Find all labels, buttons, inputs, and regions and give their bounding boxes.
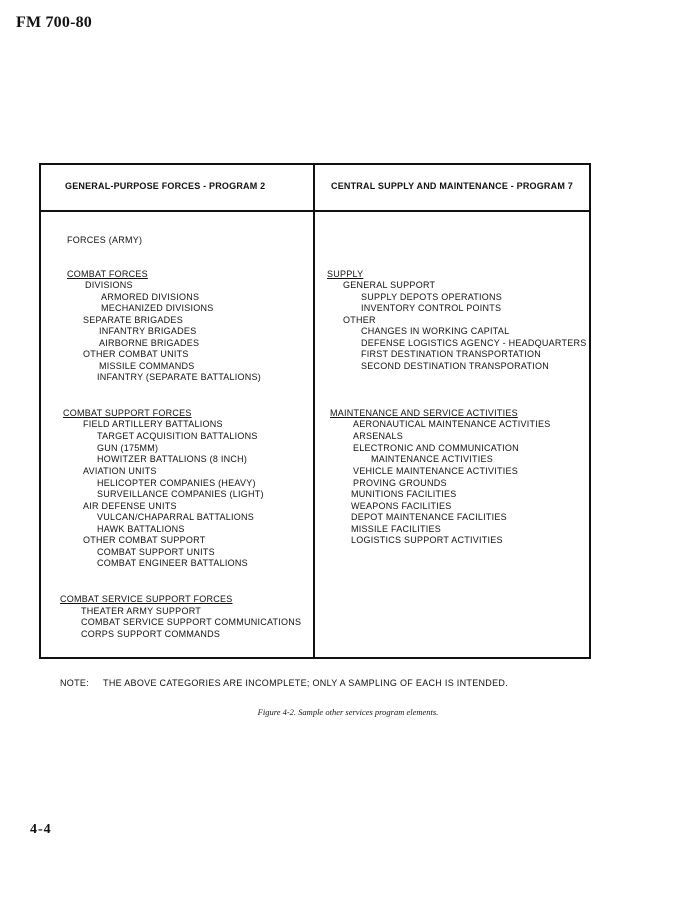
list-item: AERONAUTICAL MAINTENANCE ACTIVITIES	[353, 419, 551, 429]
list-item: INFANTRY BRIGADES	[99, 326, 197, 336]
list-item: ARMORED DIVISIONS	[101, 292, 200, 302]
header-divider	[41, 210, 589, 212]
note-text: THE ABOVE CATEGORIES ARE INCOMPLETE; ONLY A SAMPLING OF EACH IS INTENDED.	[103, 678, 509, 688]
list-item: MECHANIZED DIVISIONS	[101, 303, 214, 313]
category-heading: SUPPLY	[327, 269, 364, 279]
list-item: OTHER	[343, 315, 376, 325]
list-item: FIELD ARTILLERY BATTALIONS	[83, 419, 223, 429]
category-heading: COMBAT SUPPORT FORCES	[63, 408, 192, 418]
list-item: COMBAT ENGINEER BATTALIONS	[97, 558, 248, 568]
list-item: ARSENALS	[353, 431, 404, 441]
list-item: HOWITZER BATTALIONS (8 INCH)	[97, 454, 248, 464]
list-item: INVENTORY CONTROL POINTS	[361, 303, 502, 313]
list-item: OTHER COMBAT UNITS	[83, 349, 189, 359]
page-number: 4-4	[30, 822, 52, 837]
list-item: FIRST DESTINATION TRANSPORTATION	[361, 349, 542, 359]
list-item: SEPARATE BRIGADES	[83, 315, 183, 325]
list-item: COMBAT SERVICE SUPPORT COMMUNICATIONS	[81, 617, 302, 627]
list-item: THEATER ARMY SUPPORT	[81, 606, 202, 616]
list-item: DEFENSE LOGISTICS AGENCY - HEADQUARTERS	[361, 338, 587, 348]
list-item: TARGET ACQUISITION BATTALIONS	[97, 431, 258, 441]
list-item: LOGISTICS SUPPORT ACTIVITIES	[351, 535, 503, 545]
category-heading: COMBAT SERVICE SUPPORT FORCES	[60, 594, 233, 604]
left-column-heading: GENERAL-PURPOSE FORCES - PROGRAM 2	[65, 181, 266, 191]
list-item: DEPOT MAINTENANCE FACILITIES	[351, 512, 507, 522]
list-item: CORPS SUPPORT COMMANDS	[81, 629, 221, 639]
list-item: GUN (175MM)	[97, 443, 159, 453]
list-item: HELICOPTER COMPANIES (HEAVY)	[97, 478, 256, 488]
list-item: CHANGES IN WORKING CAPITAL	[361, 326, 510, 336]
list-item: AIR DEFENSE UNITS	[83, 501, 177, 511]
list-item: AIRBORNE BRIGADES	[99, 338, 200, 348]
column-divider	[313, 165, 315, 657]
list-item: WEAPONS FACILITIES	[351, 501, 452, 511]
footnote	[60, 678, 508, 688]
document-id: FM 700-80	[16, 14, 93, 31]
list-item: DIVISIONS	[85, 280, 133, 290]
list-item: VULCAN/CHAPARRAL BATTALIONS	[97, 512, 254, 522]
list-item: SUPPLY DEPOTS OPERATIONS	[361, 292, 503, 302]
list-item: MISSILE FACILITIES	[351, 524, 442, 534]
right-column-heading: CENTRAL SUPPLY AND MAINTENANCE - PROGRAM 7	[331, 181, 573, 191]
list-item: PROVING GROUNDS	[353, 478, 447, 488]
list-item: COMBAT SUPPORT UNITS	[97, 547, 215, 557]
list-item: ELECTRONIC AND COMMUNICATION	[353, 443, 519, 453]
list-item: MUNITIONS FACILITIES	[351, 489, 457, 499]
program-elements-table	[39, 163, 591, 659]
list-item: MAINTENANCE ACTIVITIES	[371, 454, 494, 464]
category-heading: COMBAT FORCES	[67, 269, 148, 279]
note-label: NOTE:	[60, 678, 90, 688]
list-item: GENERAL SUPPORT	[343, 280, 436, 290]
category-heading: MAINTENANCE AND SERVICE ACTIVITIES	[330, 408, 518, 418]
list-item: MISSILE COMMANDS	[99, 361, 195, 371]
list-item: HAWK BATTALIONS	[97, 524, 185, 534]
figure-caption: Figure 4-2. Sample other services program elements.	[257, 707, 439, 717]
list-item: VEHICLE MAINTENANCE ACTIVITIES	[353, 466, 519, 476]
list-item: OTHER COMBAT SUPPORT	[83, 535, 206, 545]
list-item: AVIATION UNITS	[83, 466, 157, 476]
list-item: FORCES (ARMY)	[67, 235, 143, 245]
list-item: SURVEILLANCE COMPANIES (LIGHT)	[97, 489, 264, 499]
list-item: INFANTRY (SEPARATE BATTALIONS)	[97, 372, 262, 382]
list-item: SECOND DESTINATION TRANSPORATION	[361, 361, 550, 371]
